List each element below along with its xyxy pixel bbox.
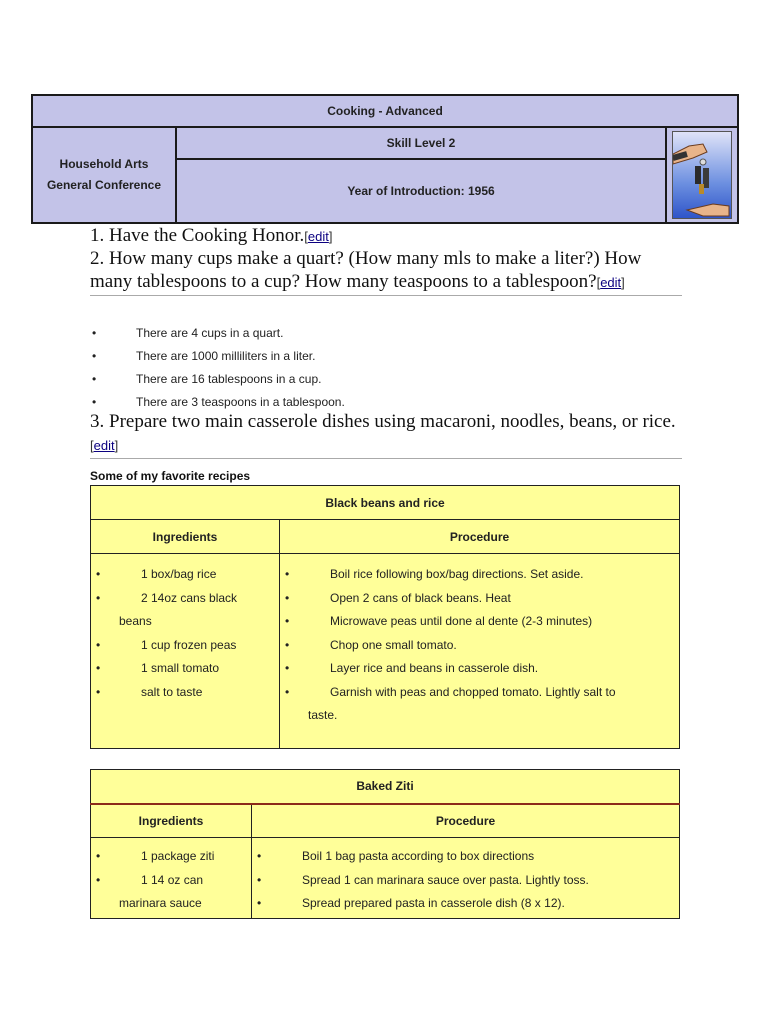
procedure-header: Procedure: [280, 520, 680, 554]
conversion-answers-list: [90, 322, 345, 414]
procedure-cell: [280, 554, 680, 749]
procedure-list: [252, 845, 679, 916]
ingredients-list: [91, 845, 251, 916]
list-item: [91, 681, 279, 705]
ingredient-text-continued: marinara sauce: [119, 896, 202, 910]
honor-title: Cooking - Advanced: [32, 95, 738, 127]
procedure-step-text: Chop one small tomato.: [330, 637, 457, 652]
list-item: [280, 634, 679, 658]
procedure-step-text: Open 2 cans of black beans. Heat: [330, 590, 511, 605]
list-item: [252, 892, 679, 916]
procedure-step-text: Boil rice following box/bag directions. Set aside.: [330, 567, 584, 581]
list-item: [280, 610, 679, 634]
ingredient-text: 1 package ziti: [141, 849, 215, 863]
requirement-2-text: 2. How many cups make a quart? (How many mls to make a liter?) How many tablespoons to a cup? How many teaspoons to a tablespoon?: [90, 248, 642, 292]
list-item: [91, 563, 279, 587]
procedure-header: Procedure: [252, 804, 680, 838]
recipe-table-black-beans-and-rice: [90, 485, 680, 749]
list-item: • There are 3 teaspoons in a tablespoon.: [90, 391, 345, 414]
requirement-1: 1. Have the Cooking Honor.[edit]: [90, 225, 333, 246]
requirement-1-text: 1. Have the Cooking Honor.: [90, 225, 305, 246]
ingredient-text-continued: beans: [119, 614, 152, 628]
skill-level: Skill Level 2: [176, 127, 666, 159]
list-item: [280, 587, 679, 611]
ingredients-cell: [91, 838, 252, 919]
procedure-step-text: Boil 1 bag pasta according to box directions: [302, 849, 535, 863]
list-item: [91, 845, 251, 869]
ingredient-text: 1 14 oz can: [141, 872, 204, 887]
ingredient-text: salt to taste: [141, 684, 203, 699]
requirement-3-text: 3. Prepare two main casserole dishes using macaroni, noodles, beans, or rice.: [90, 411, 676, 432]
list-item: [91, 869, 251, 916]
procedure-step-text: Spread prepared pasta in casserole dish (8 x 12).: [302, 896, 565, 910]
list-item: • There are 4 cups in a quart.: [90, 322, 345, 345]
list-item: [280, 657, 679, 681]
logo-cell: [666, 127, 738, 223]
ingredient-text: 1 cup frozen peas: [141, 637, 237, 652]
ingredients-header: Ingredients: [91, 804, 252, 838]
organization-name: [32, 127, 176, 223]
list-item: • There are 16 tablespoons in a cup.: [90, 368, 345, 391]
requirement-2: 2. How many cups make a quart? (How many mls to make a liter?) How many tablespoons to a cup? How many teaspoons to a tablespoon?[edit]: [90, 247, 682, 296]
procedure-list: [280, 563, 679, 728]
list-item: [280, 563, 679, 587]
list-item: [252, 845, 679, 869]
list-item: [91, 634, 279, 658]
ingredients-header: Ingredients: [91, 520, 280, 554]
list-item: [91, 657, 279, 681]
requirement-3: 3. Prepare two main casserole dishes using macaroni, noodles, beans, or rice.[edit]: [90, 410, 682, 459]
list-item: [91, 587, 279, 634]
ingredient-text: 2 14oz cans black: [141, 590, 238, 605]
recipe-table-baked-ziti: [90, 769, 680, 919]
list-item: [252, 869, 679, 893]
procedure-step-text: Garnish with peas and chopped tomato. Lightly salt to: [330, 684, 616, 699]
ingredients-list: [91, 563, 279, 704]
procedure-cell: [252, 838, 680, 919]
recipe-title: Baked Ziti: [91, 770, 680, 804]
organization-line-2: General Conference: [46, 178, 162, 192]
procedure-step-text: Layer rice and beans in casserole dish.: [330, 661, 539, 675]
recipes-caption: Some of my favorite recipes: [90, 469, 251, 483]
requirement-1-edit-link[interactable]: edit: [307, 229, 329, 244]
list-item: [280, 681, 679, 728]
procedure-step-text: Microwave peas until done al dente (2-3 minutes): [330, 614, 593, 628]
requirement-3-edit-link[interactable]: edit: [93, 438, 115, 453]
cooking-hands-keys-logo-icon: [672, 131, 732, 219]
ingredients-cell: [91, 554, 280, 749]
procedure-step-text: Spread 1 can marinara sauce over pasta. Lightly toss.: [302, 872, 589, 887]
requirement-2-edit-link[interactable]: edit: [600, 275, 622, 290]
recipe-title: Black beans and rice: [91, 486, 680, 520]
ingredient-text: 1 small tomato: [141, 661, 220, 675]
procedure-step-text-continued: taste.: [308, 708, 338, 722]
honor-infobox: [31, 94, 739, 224]
organization-line-1: Household Arts: [59, 157, 149, 171]
ingredient-text: 1 box/bag rice: [141, 567, 217, 581]
list-item: • There are 1000 milliliters in a liter.: [90, 345, 345, 368]
year-of-introduction: Year of Introduction: 1956: [176, 159, 666, 223]
